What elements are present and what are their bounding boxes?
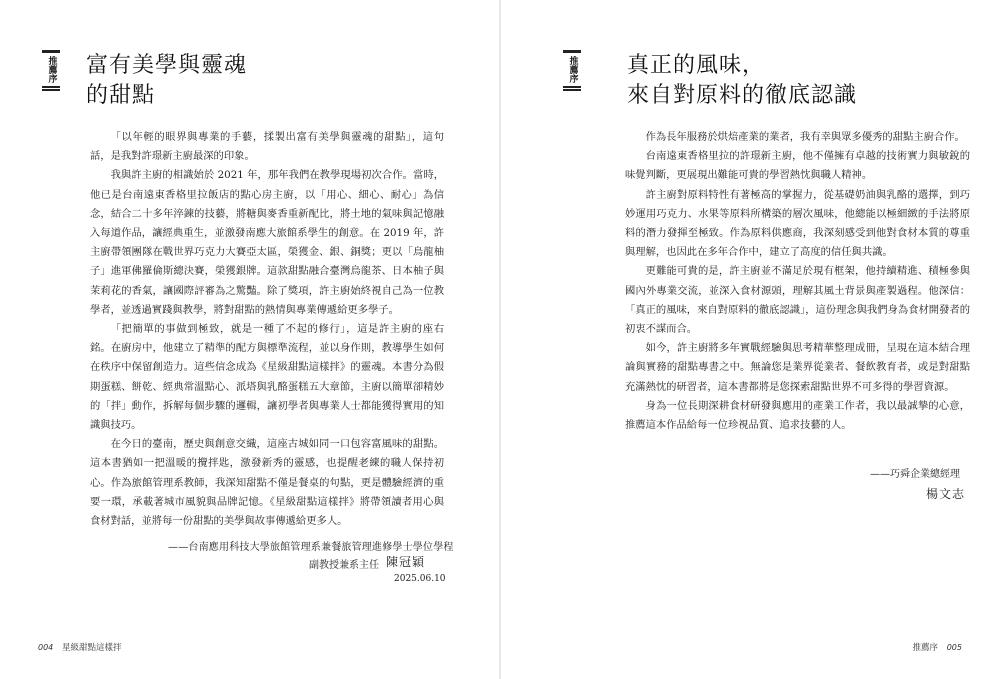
right-page [500,0,1000,679]
page-number: 004 [38,643,54,652]
tag-ornament-top [563,50,581,53]
paragraph: 更難能可貴的是，許主廚並不滿足於現有框架，他持續精進、積極參與國內外專業交流，並深入食材源頭，理解其風土背景與產製過程。他深信：「真正的風味，來自對原料的徹底認識」，這份理念與我們身為食材開發者的初衷不謀而合。 [625,265,970,336]
page-footer [38,641,122,653]
page-title [86,51,247,111]
section-tag [40,50,62,92]
signature-title: ——巧舜企業總經理 [870,469,960,480]
paragraph: 作為長年服務於烘焙產業的業者，我有幸與眾多優秀的甜點主廚合作。 [645,131,965,143]
paragraph: 「把簡單的事做到極致，就是一種了不起的修行」，這是許主廚的座右銘。在廚房中，他建立了精準的配方與標準流程，並以身作則，教導學生如何在秩序中保留創造力。這些信念成為《星級甜點這樣拌》的靈魂。本書分為假期蛋糕、餅乾、經典常溫點心、派塔與乳酪蛋糕五大章節，主廚以簡單卻精妙的「拌」動作，拆解每個步驟的邏輯，讓初學者與專業人士都能獲得實用的知識與技巧。 [90,323,444,432]
paragraph: 「以年輕的眼界與專業的手藝，揉製出富有美學與靈魂的甜點」，這句話，是我對許璟新主廚最深的印象。 [90,131,444,163]
tag-ornament-rule [563,86,581,88]
paragraph: 許主廚對原料特性有著極高的掌握力，從基礎奶油與乳酪的選擇，到巧妙運用巧克力、水果等原料所構築的層次風味，他總能以極細緻的手法將原料的潛力發揮至極致。作為原料供應商，我深刻感受到他對食材本質的尊重與理解，也因此在多年合作中，建立了高度的信任與共識。 [625,188,970,259]
running-title: 星級甜點這樣拌 [61,643,122,653]
page-number: 005 [946,643,962,652]
section-tag [561,50,583,92]
title-line: 富有美學與靈魂 [86,53,248,78]
paragraph: 如今，許主廚將多年實戰經驗與思考精華整理成冊，呈現在這本結合理論與實務的甜點專書之中。無論您是業界從業者、餐飲教育者，或是對甜點充滿熱忱的研習者，這本書都將是您探索甜點世界不可多得的學習資源。 [625,342,970,393]
paragraph: 身為一位長期深耕食材研發與應用的產業工作者，我以最誠摯的心意，推薦這本作品給每一位珍視品質、追求技藝的人。 [625,399,970,432]
page-footer [913,641,963,653]
section-tag-label: 推薦序 [46,56,57,83]
tag-ornament-top [42,50,60,53]
paragraph: 台南遠東香格里拉的許璟新主廚，他不僅擁有卓越的技術實力與敏銳的味覺判斷，更展現出難能可貴的學習熱忱與職人精神。 [625,150,970,182]
signature-name: 陳冠穎 [386,555,426,569]
paragraph: 我與許主廚的相識始於 2021 年，那年我們在教學現場初次合作。當時，他已是台南遠東香格里拉飯店的點心房主廚，以「用心、細心、耐心」為信念，結合二十多年淬鍊的技藝，將糖與麥香重新配比，將土地的氣味與記憶融入每道作品，讓經典重生，並激發南應大旅館系學生的創意。在 2019 年，許主廚帶領團隊在戰世界巧克力大賽亞太區，榮獲金、銀、銅獎；更以「烏龍柚子」進軍佛羅倫斯總決賽，榮獲銀牌。這款甜點融合臺灣烏龍茶、日本柚子與茉莉花的香氣，讓國際評審為之驚豔。除了獎項，許主廚始終視自己為一位教學者，並透過實踐與教學，將對甜點的熱情與專業傳遞給更多學子。 [90,169,444,316]
section-tag-label: 推薦序 [567,56,578,83]
signature-affiliation: ——台南應用科技大學旅館管理系兼餐旅管理進修學士學位學程 [168,542,454,553]
running-section: 推薦序 [912,643,939,653]
signature-name: 楊文志 [926,487,966,501]
signature-position: 副教授兼系主任 [309,560,379,571]
body-text [625,128,970,435]
page-title [627,51,857,111]
title-line: 的甜點 [86,83,156,108]
tag-ornament-rule [563,89,581,91]
tag-ornament-rule [42,86,60,88]
title-line: 真正的風味， [627,53,766,78]
signature-date: 2025.06.10 [394,574,446,584]
paragraph: 在今日的臺南，歷史與創意交織，這座古城如同一口包容富風味的甜點。這本書猶如一把溫暖的攪拌匙，激發新秀的靈感，也提醒老練的職人保持初心。作為旅館管理系教師，我深知甜點不僅是餐桌的句點，更是體驗經濟的重要一環，承載著城市風貌與品牌記憶。《星級甜點這樣拌》將帶領讀者用心與食材對話，並將每一份甜點的美學與故事傳遞給更多人。 [90,438,444,528]
body-text [90,128,444,531]
title-line: 來自對原料的徹底認識 [627,83,858,108]
tag-ornament-rule [42,89,60,91]
